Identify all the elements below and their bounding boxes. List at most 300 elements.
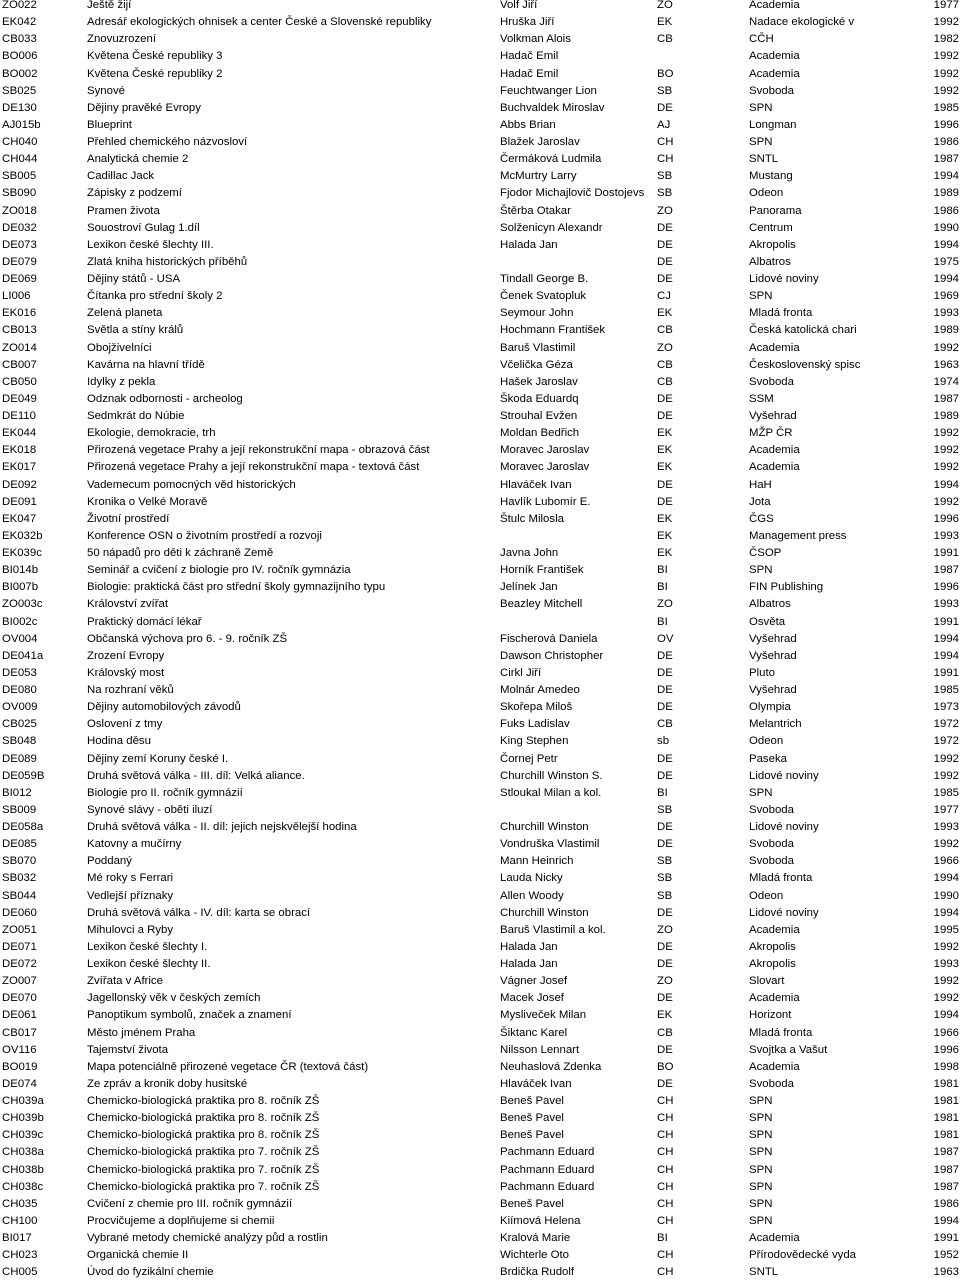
title-cell: Lexikon české šlechty I. bbox=[87, 940, 208, 953]
publisher-cell: Vyšehrad bbox=[749, 632, 797, 645]
year-cell: 1986 bbox=[933, 136, 959, 149]
table-row bbox=[0, 956, 960, 973]
year-cell: 1991 bbox=[933, 547, 959, 560]
year-cell: 1963 bbox=[933, 1266, 959, 1279]
title-cell: Biologie: praktická část pro střední školy gymnazijního typu bbox=[87, 581, 386, 594]
category-cell: CH bbox=[657, 153, 674, 166]
author-cell: Moravec Jaroslav bbox=[500, 461, 590, 474]
publisher-cell: SPN bbox=[749, 1095, 773, 1108]
title-cell: Kavárna na hlavní třídě bbox=[87, 358, 205, 371]
code-cell: OV009 bbox=[2, 701, 38, 714]
code-cell: EK039c bbox=[2, 547, 42, 560]
code-cell: DE073 bbox=[2, 238, 37, 251]
year-cell: 1993 bbox=[933, 821, 959, 834]
category-cell: CH bbox=[657, 1249, 674, 1262]
publisher-cell: SPN bbox=[749, 290, 773, 303]
category-cell: CH bbox=[657, 1163, 674, 1176]
table-row bbox=[0, 1162, 960, 1179]
publisher-cell: Mladá fronta bbox=[749, 307, 813, 320]
table-row bbox=[0, 425, 960, 442]
table-row bbox=[0, 1179, 960, 1196]
publisher-cell: Odeon bbox=[749, 187, 784, 200]
author-cell: Kralová Marie bbox=[500, 1232, 571, 1245]
title-cell: Konference OSN o životním prostředí a rozvoji bbox=[87, 529, 322, 542]
table-row bbox=[0, 802, 960, 819]
code-cell: BO002 bbox=[2, 67, 38, 80]
category-cell: CH bbox=[657, 1197, 674, 1210]
year-cell: 1992 bbox=[933, 495, 959, 508]
author-cell: Solženicyn Alexandr bbox=[500, 221, 603, 234]
year-cell: 1994 bbox=[933, 632, 959, 645]
code-cell: CH040 bbox=[2, 136, 38, 149]
table-row bbox=[0, 1247, 960, 1264]
table-row bbox=[0, 288, 960, 305]
publisher-cell: Academia bbox=[749, 67, 800, 80]
code-cell: DE061 bbox=[2, 1009, 37, 1022]
title-cell: Království zvířat bbox=[87, 598, 169, 611]
author-cell: Nilsson Lennart bbox=[500, 1043, 580, 1056]
title-cell: Zlatá kniha historických příběhů bbox=[87, 255, 248, 268]
table-row bbox=[0, 990, 960, 1007]
year-cell: 1981 bbox=[933, 1129, 959, 1142]
year-cell: 1994 bbox=[933, 872, 959, 885]
title-cell: Idylky z pekla bbox=[87, 375, 156, 388]
author-cell: Hlaváček Ivan bbox=[500, 1077, 572, 1090]
author-cell: Fischerová Daniela bbox=[500, 632, 598, 645]
category-cell: CH bbox=[657, 1146, 674, 1159]
title-cell: Analytická chemie 2 bbox=[87, 153, 189, 166]
category-cell: EK bbox=[657, 307, 673, 320]
code-cell: BI014b bbox=[2, 564, 39, 577]
table-row bbox=[0, 66, 960, 83]
author-cell: Hochmann František bbox=[500, 324, 606, 337]
year-cell: 1992 bbox=[933, 769, 959, 782]
code-cell: OV116 bbox=[2, 1043, 37, 1056]
title-cell: Kronika o Velké Moravě bbox=[87, 495, 208, 508]
title-cell: Seminář a cvičení z biologie pro IV. ročník gymnázia bbox=[87, 564, 351, 577]
publisher-cell: Management press bbox=[749, 529, 847, 542]
code-cell: SB070 bbox=[2, 855, 37, 868]
code-cell: EK042 bbox=[2, 16, 37, 29]
code-cell: DE085 bbox=[2, 838, 37, 851]
category-cell: ZO bbox=[657, 204, 673, 217]
publisher-cell: Akropolis bbox=[749, 958, 796, 971]
year-cell: 1990 bbox=[933, 221, 959, 234]
year-cell: 1990 bbox=[933, 889, 959, 902]
category-cell: CH bbox=[657, 1266, 674, 1279]
table-row bbox=[0, 168, 960, 185]
author-cell: Čenek Svatopluk bbox=[500, 290, 587, 303]
publisher-cell: Vyšehrad bbox=[749, 649, 797, 662]
publisher-cell: Academia bbox=[749, 1060, 800, 1073]
title-cell: Občanská výchova pro 6. - 9. ročník ZŠ bbox=[87, 632, 288, 645]
table-row bbox=[0, 391, 960, 408]
category-cell: EK bbox=[657, 461, 673, 474]
publisher-cell: Slovart bbox=[749, 975, 785, 988]
year-cell: 1994 bbox=[933, 478, 959, 491]
year-cell: 1991 bbox=[933, 1232, 959, 1245]
code-cell: ZO003c bbox=[2, 598, 43, 611]
year-cell: 1991 bbox=[933, 666, 959, 679]
code-cell: ZO018 bbox=[2, 204, 37, 217]
code-cell: ZO007 bbox=[2, 975, 37, 988]
year-cell: 1993 bbox=[933, 529, 959, 542]
code-cell: DE092 bbox=[2, 478, 37, 491]
title-cell: Chemicko-biologická praktika pro 8. ročník ZŠ bbox=[87, 1129, 320, 1142]
category-cell: CH bbox=[657, 1180, 674, 1193]
table-row bbox=[0, 888, 960, 905]
year-cell: 1996 bbox=[933, 118, 959, 131]
category-cell: BO bbox=[657, 67, 674, 80]
title-cell: Ještě žijí bbox=[87, 0, 132, 12]
year-cell: 1994 bbox=[933, 649, 959, 662]
publisher-cell: Lidové noviny bbox=[749, 769, 819, 782]
year-cell: 1996 bbox=[933, 512, 959, 525]
year-cell: 1992 bbox=[933, 752, 959, 765]
title-cell: Druhá světová válka - IV. díl: karta se obrací bbox=[87, 906, 311, 919]
publisher-cell: Jota bbox=[749, 495, 771, 508]
code-cell: BO019 bbox=[2, 1060, 38, 1073]
author-cell: Beneš Pavel bbox=[500, 1129, 564, 1142]
publisher-cell: SPN bbox=[749, 1197, 773, 1210]
publisher-cell: Panorama bbox=[749, 204, 802, 217]
author-cell: Buchvaldek Miroslav bbox=[500, 101, 605, 114]
author-cell: Skořepa Miloš bbox=[500, 701, 573, 714]
category-cell: DE bbox=[657, 273, 673, 286]
table-row bbox=[0, 596, 960, 613]
code-cell: AJ015b bbox=[2, 118, 41, 131]
year-cell: 1981 bbox=[933, 1095, 959, 1108]
code-cell: SB025 bbox=[2, 84, 37, 97]
code-cell: ZO014 bbox=[2, 341, 37, 354]
year-cell: 1989 bbox=[933, 187, 959, 200]
category-cell: BI bbox=[657, 615, 668, 628]
title-cell: Čítanka pro střední školy 2 bbox=[87, 290, 223, 303]
publisher-cell: SPN bbox=[749, 564, 773, 577]
table-row bbox=[0, 14, 960, 31]
year-cell: 1996 bbox=[933, 1043, 959, 1056]
table-row bbox=[0, 1144, 960, 1161]
category-cell: DE bbox=[657, 666, 673, 679]
code-cell: LI006 bbox=[2, 290, 31, 303]
title-cell: Adresář ekologických ohnisek a center České a Slovenské republiky bbox=[87, 16, 432, 29]
author-cell: Allen Woody bbox=[500, 889, 564, 902]
author-cell: Abbs Brian bbox=[500, 118, 556, 131]
year-cell: 1992 bbox=[933, 461, 959, 474]
publisher-cell: FIN Publishing bbox=[749, 581, 824, 594]
author-cell: Volkman Alois bbox=[500, 33, 571, 46]
year-cell: 1992 bbox=[933, 50, 959, 63]
author-cell: Beazley Mitchell bbox=[500, 598, 583, 611]
category-cell: DE bbox=[657, 410, 673, 423]
year-cell: 1974 bbox=[933, 375, 959, 388]
table-row bbox=[0, 614, 960, 631]
table-row bbox=[0, 1025, 960, 1042]
table-row bbox=[0, 1230, 960, 1247]
publisher-cell: ČGS bbox=[749, 512, 774, 525]
title-cell: Procvičujeme a doplňujeme si chemii bbox=[87, 1214, 275, 1227]
table-row bbox=[0, 494, 960, 511]
title-cell: Blueprint bbox=[87, 118, 132, 131]
year-cell: 1992 bbox=[933, 940, 959, 953]
year-cell: 1952 bbox=[933, 1249, 959, 1262]
title-cell: Dějiny států - USA bbox=[87, 273, 181, 286]
code-cell: DE032 bbox=[2, 221, 37, 234]
title-cell: Cadillac Jack bbox=[87, 170, 155, 183]
year-cell: 1981 bbox=[933, 1112, 959, 1125]
table-row bbox=[0, 648, 960, 665]
year-cell: 1992 bbox=[933, 16, 959, 29]
publisher-cell: Academia bbox=[749, 444, 800, 457]
author-cell: Wichterle Oto bbox=[500, 1249, 569, 1262]
author-cell: Beneš Pavel bbox=[500, 1112, 564, 1125]
publisher-cell: ČSOP bbox=[749, 547, 782, 560]
category-cell: CB bbox=[657, 1026, 673, 1039]
publisher-cell: Mladá fronta bbox=[749, 1026, 813, 1039]
publisher-cell: SPN bbox=[749, 136, 773, 149]
year-cell: 1985 bbox=[933, 101, 959, 114]
year-cell: 1992 bbox=[933, 427, 959, 440]
code-cell: DE091 bbox=[2, 495, 37, 508]
category-cell: CB bbox=[657, 375, 673, 388]
author-cell bbox=[498, 528, 655, 545]
code-cell: DE058a bbox=[2, 821, 44, 834]
code-cell: SB005 bbox=[2, 170, 37, 183]
year-cell: 1994 bbox=[933, 170, 959, 183]
code-cell: DE071 bbox=[2, 940, 37, 953]
year-cell: 1995 bbox=[933, 923, 959, 936]
author-cell: Molnár Amedeo bbox=[500, 684, 580, 697]
category-cell: DE bbox=[657, 478, 673, 491]
publisher-cell: Longman bbox=[749, 118, 797, 131]
title-cell: Souostroví Gulag 1.díl bbox=[87, 221, 200, 234]
category-cell: DE bbox=[657, 992, 673, 1005]
publisher-cell: Lidové noviny bbox=[749, 906, 819, 919]
table-row bbox=[0, 1110, 960, 1127]
author-cell: Fuks Ladislav bbox=[500, 718, 570, 731]
table-row bbox=[0, 1007, 960, 1024]
publisher-cell: SSM bbox=[749, 392, 774, 405]
category-cell: DE bbox=[657, 838, 673, 851]
author-cell: Hadač Emil bbox=[500, 67, 559, 80]
publisher-cell: Pluto bbox=[749, 666, 775, 679]
table-row bbox=[0, 1042, 960, 1059]
code-cell: DE060 bbox=[2, 906, 37, 919]
code-cell: EK017 bbox=[2, 461, 37, 474]
table-row bbox=[0, 682, 960, 699]
publisher-cell: Svojtka a Vašut bbox=[749, 1043, 828, 1056]
table-row bbox=[0, 442, 960, 459]
year-cell: 1975 bbox=[933, 255, 959, 268]
category-cell: CH bbox=[657, 1112, 674, 1125]
code-cell: CH005 bbox=[2, 1266, 38, 1279]
publisher-cell: SNTL bbox=[749, 1266, 779, 1279]
publisher-cell: SPN bbox=[749, 786, 773, 799]
publisher-cell: Svoboda bbox=[749, 375, 794, 388]
author-cell: Pachmann Eduard bbox=[500, 1180, 595, 1193]
title-cell: Sedmkrát do Núbie bbox=[87, 410, 185, 423]
code-cell: BI017 bbox=[2, 1232, 32, 1245]
title-cell: Katovny a mučírny bbox=[87, 838, 182, 851]
author-cell: Vágner Josef bbox=[500, 975, 568, 988]
category-cell: SB bbox=[657, 84, 673, 97]
title-cell: Ze zpráv a kronik doby husitské bbox=[87, 1077, 248, 1090]
category-cell: BI bbox=[657, 564, 668, 577]
year-cell: 1982 bbox=[933, 33, 959, 46]
author-cell: Čermáková Ludmila bbox=[500, 153, 602, 166]
code-cell: ZO022 bbox=[2, 0, 37, 12]
code-cell: SB009 bbox=[2, 803, 37, 816]
publisher-cell: SNTL bbox=[749, 153, 779, 166]
title-cell: Vybrané metody chemické analýzy půd a rostlin bbox=[87, 1232, 328, 1245]
category-cell: DE bbox=[657, 940, 673, 953]
table-row bbox=[0, 665, 960, 682]
year-cell: 1994 bbox=[933, 1214, 959, 1227]
title-cell: Synové slávy - oběti iluzí bbox=[87, 803, 213, 816]
table-row bbox=[0, 1093, 960, 1110]
author-cell: Tindall George B. bbox=[500, 273, 589, 286]
author-cell: Macek Josef bbox=[500, 992, 564, 1005]
year-cell: 1972 bbox=[933, 735, 959, 748]
title-cell: Chemicko-biologická praktika pro 7. ročník ZŠ bbox=[87, 1163, 320, 1176]
title-cell: Ekologie, demokracie, trh bbox=[87, 427, 216, 440]
code-cell: CB007 bbox=[2, 358, 37, 371]
table-row bbox=[0, 1076, 960, 1093]
publisher-cell: Svoboda bbox=[749, 803, 794, 816]
category-cell: ZO bbox=[657, 0, 673, 12]
author-cell: Mysliveček Milan bbox=[500, 1009, 587, 1022]
title-cell: Lexikon české šlechty III. bbox=[87, 238, 214, 251]
table-row bbox=[0, 0, 960, 14]
title-cell: Úvod do fyzikální chemie bbox=[87, 1266, 214, 1279]
publisher-cell: Academia bbox=[749, 341, 800, 354]
author-cell bbox=[498, 802, 655, 819]
category-cell: EK bbox=[657, 1009, 673, 1022]
publisher-cell: Melantrich bbox=[749, 718, 802, 731]
title-cell: Na rozhraní věků bbox=[87, 684, 174, 697]
code-cell: CH023 bbox=[2, 1249, 38, 1262]
year-cell: 1985 bbox=[933, 684, 959, 697]
author-cell: Vondruška Vlastimil bbox=[500, 838, 600, 851]
publisher-cell: SPN bbox=[749, 1163, 773, 1176]
publisher-cell: Paseka bbox=[749, 752, 787, 765]
code-cell: EK016 bbox=[2, 307, 37, 320]
year-cell: 1987 bbox=[933, 392, 959, 405]
title-cell: Mapa potenciálně přirozené vegetace ČR (textová část) bbox=[87, 1060, 369, 1073]
table-row bbox=[0, 117, 960, 134]
title-cell: Mé roky s Ferrari bbox=[87, 872, 174, 885]
publisher-cell: Akropolis bbox=[749, 238, 796, 251]
year-cell: 1992 bbox=[933, 992, 959, 1005]
category-cell: BI bbox=[657, 786, 668, 799]
title-cell: 50 nápadů pro děti k záchraně Země bbox=[87, 547, 274, 560]
author-cell: Hašek Jaroslav bbox=[500, 375, 578, 388]
year-cell: 1994 bbox=[933, 273, 959, 286]
title-cell: Druhá světová válka - II. díl: jejich nejskvělejší hodina bbox=[87, 821, 357, 834]
table-row bbox=[0, 185, 960, 202]
publisher-cell: Academia bbox=[749, 0, 800, 12]
code-cell: DE130 bbox=[2, 101, 37, 114]
code-cell: OV004 bbox=[2, 632, 38, 645]
title-cell: Životní prostředí bbox=[87, 512, 170, 525]
category-cell: BI bbox=[657, 1232, 668, 1245]
title-cell: Chemicko-biologická praktika pro 8. ročník ZŠ bbox=[87, 1095, 320, 1108]
year-cell: 1992 bbox=[933, 67, 959, 80]
publisher-cell: Odeon bbox=[749, 889, 784, 902]
year-cell: 1998 bbox=[933, 1060, 959, 1073]
code-cell: CB033 bbox=[2, 33, 37, 46]
year-cell: 1966 bbox=[933, 855, 959, 868]
author-cell: Baruš Vlastimil a kol. bbox=[500, 923, 606, 936]
title-cell: Obojživelníci bbox=[87, 341, 152, 354]
table-row bbox=[0, 511, 960, 528]
code-cell: DE079 bbox=[2, 255, 37, 268]
author-cell: Cirkl Jiří bbox=[500, 666, 542, 679]
category-cell: DE bbox=[657, 684, 673, 697]
title-cell: Květena České republiky 3 bbox=[87, 50, 223, 63]
category-cell: BI bbox=[657, 581, 668, 594]
title-cell: Město jménem Praha bbox=[87, 1026, 196, 1039]
title-cell: Synové bbox=[87, 84, 125, 97]
table-row bbox=[0, 733, 960, 750]
author-cell: Škoda Eduardq bbox=[500, 392, 579, 405]
author-cell: Kiímová Helena bbox=[500, 1214, 581, 1227]
publisher-cell: Academia bbox=[749, 923, 800, 936]
author-cell: Horník František bbox=[500, 564, 584, 577]
table-row bbox=[0, 836, 960, 853]
author-cell: Feuchtwanger Lion bbox=[500, 84, 597, 97]
author-cell: Lauda Nicky bbox=[500, 872, 563, 885]
table-row bbox=[0, 562, 960, 579]
category-cell: CB bbox=[657, 358, 673, 371]
code-cell: DE070 bbox=[2, 992, 37, 1005]
table-row bbox=[0, 1127, 960, 1144]
category-cell: CB bbox=[657, 718, 673, 731]
author-cell: Beneš Pavel bbox=[500, 1197, 564, 1210]
title-cell: Přehled chemického názvosloví bbox=[87, 136, 248, 149]
title-cell: Cvičení z chemie pro III. ročník gymnázií bbox=[87, 1197, 293, 1210]
title-cell: Zelená planeta bbox=[87, 307, 163, 320]
publisher-cell: HaH bbox=[749, 478, 772, 491]
table-row bbox=[0, 785, 960, 802]
publisher-cell: Horizont bbox=[749, 1009, 792, 1022]
author-cell: Halada Jan bbox=[500, 940, 558, 953]
publisher-cell: SPN bbox=[749, 1214, 773, 1227]
code-cell: BI012 bbox=[2, 786, 32, 799]
author-cell: Churchill Winston bbox=[500, 821, 589, 834]
code-cell: ZO051 bbox=[2, 923, 37, 936]
table-row bbox=[0, 699, 960, 716]
code-cell: CH100 bbox=[2, 1214, 38, 1227]
code-cell: EK032b bbox=[2, 529, 43, 542]
code-cell: DE049 bbox=[2, 392, 37, 405]
category-cell: OV bbox=[657, 632, 674, 645]
table-row bbox=[0, 870, 960, 887]
title-cell: Tajemství života bbox=[87, 1043, 169, 1056]
category-cell: AJ bbox=[657, 118, 671, 131]
table-row bbox=[0, 271, 960, 288]
category-cell: CH bbox=[657, 1129, 674, 1142]
author-cell: Baruš Vlastimil bbox=[500, 341, 576, 354]
publisher-cell: Lidové noviny bbox=[749, 273, 819, 286]
category-cell: BO bbox=[657, 1060, 674, 1073]
table-row bbox=[0, 340, 960, 357]
author-cell: Havlík Lubomír E. bbox=[500, 495, 591, 508]
table-row bbox=[0, 151, 960, 168]
author-cell: Moravec Jaroslav bbox=[500, 444, 590, 457]
table-row bbox=[0, 751, 960, 768]
year-cell: 1963 bbox=[933, 358, 959, 371]
